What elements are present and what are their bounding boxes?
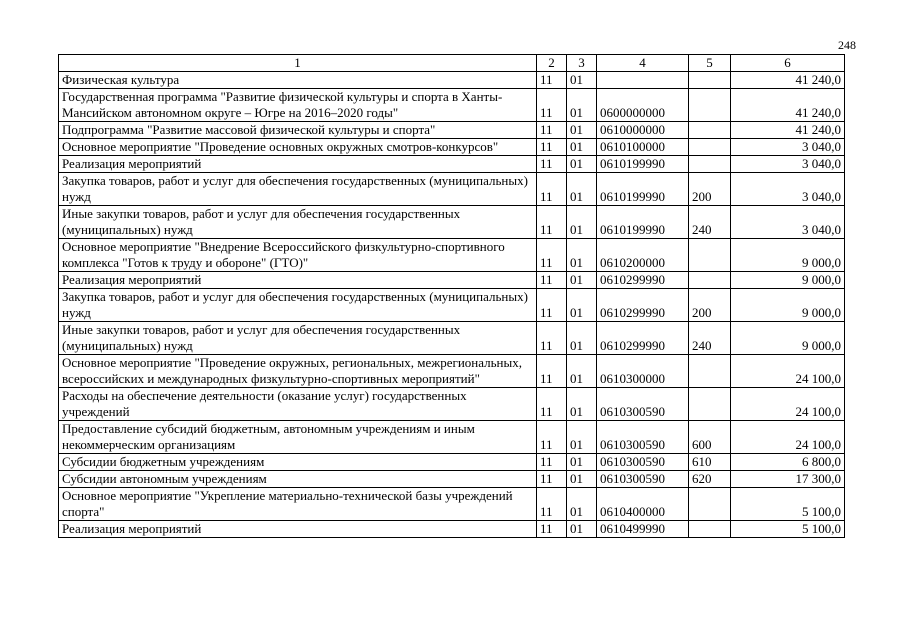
cell-subsection: 01 <box>567 272 597 289</box>
cell-expense-type <box>689 355 731 388</box>
table-row <box>59 122 845 139</box>
cell-subsection: 01 <box>567 173 597 206</box>
cell-section: 11 <box>537 488 567 521</box>
cell-name: Иные закупки товаров, работ и услуг для обеспечения государственных (муниципальных) нужд <box>59 206 537 239</box>
cell-amount: 5 100,0 <box>731 521 845 538</box>
cell-section: 11 <box>537 322 567 355</box>
cell-amount: 3 040,0 <box>731 139 845 156</box>
cell-section: 11 <box>537 156 567 173</box>
table-row <box>59 289 845 322</box>
table-row <box>59 521 845 538</box>
cell-name: Предоставление субсидий бюджетным, автономным учреждениям и иным некоммерческим организациям <box>59 421 537 454</box>
cell-name: Иные закупки товаров, работ и услуг для обеспечения государственных (муниципальных) нужд <box>59 322 537 355</box>
cell-subsection: 01 <box>567 206 597 239</box>
cell-target-code: 0610199990 <box>597 206 689 239</box>
cell-target-code: 0610300000 <box>597 355 689 388</box>
cell-name: Основное мероприятие "Проведение основных окружных смотров-конкурсов" <box>59 139 537 156</box>
cell-expense-type <box>689 388 731 421</box>
cell-subsection: 01 <box>567 156 597 173</box>
cell-subsection: 01 <box>567 421 597 454</box>
cell-expense-type: 600 <box>689 421 731 454</box>
cell-section: 11 <box>537 89 567 122</box>
cell-expense-type <box>689 122 731 139</box>
cell-target-code: 0610100000 <box>597 139 689 156</box>
cell-name: Подпрограмма "Развитие массовой физической культуры и спорта" <box>59 122 537 139</box>
cell-amount: 3 040,0 <box>731 206 845 239</box>
cell-expense-type <box>689 272 731 289</box>
table-row <box>59 239 845 272</box>
cell-amount: 9 000,0 <box>731 289 845 322</box>
cell-section: 11 <box>537 471 567 488</box>
cell-section: 11 <box>537 388 567 421</box>
cell-section: 11 <box>537 421 567 454</box>
cell-expense-type: 240 <box>689 322 731 355</box>
cell-amount: 9 000,0 <box>731 322 845 355</box>
cell-expense-type: 610 <box>689 454 731 471</box>
cell-amount: 5 100,0 <box>731 488 845 521</box>
cell-section: 11 <box>537 454 567 471</box>
cell-subsection: 01 <box>567 471 597 488</box>
cell-name: Основное мероприятие "Внедрение Всероссийского физкультурно-спортивного комплекса "Готов к труду и обороне" (ГТО)" <box>59 239 537 272</box>
table-row <box>59 471 845 488</box>
col-header-expense-type: 5 <box>689 55 731 72</box>
cell-section: 11 <box>537 521 567 538</box>
cell-subsection: 01 <box>567 89 597 122</box>
cell-target-code: 0610299990 <box>597 272 689 289</box>
cell-expense-type <box>689 139 731 156</box>
cell-amount: 41 240,0 <box>731 72 845 89</box>
cell-amount: 24 100,0 <box>731 388 845 421</box>
cell-expense-type <box>689 488 731 521</box>
col-header-section: 2 <box>537 55 567 72</box>
cell-amount: 24 100,0 <box>731 421 845 454</box>
table-row <box>59 272 845 289</box>
cell-subsection: 01 <box>567 521 597 538</box>
cell-subsection: 01 <box>567 488 597 521</box>
table-row <box>59 89 845 122</box>
cell-amount: 3 040,0 <box>731 156 845 173</box>
table-row <box>59 488 845 521</box>
cell-expense-type: 200 <box>689 173 731 206</box>
cell-target-code: 0600000000 <box>597 89 689 122</box>
cell-section: 11 <box>537 239 567 272</box>
cell-name: Расходы на обеспечение деятельности (оказание услуг) государственных учреждений <box>59 388 537 421</box>
cell-target-code <box>597 72 689 89</box>
cell-amount: 9 000,0 <box>731 272 845 289</box>
cell-name: Реализация мероприятий <box>59 272 537 289</box>
cell-section: 11 <box>537 122 567 139</box>
table-row <box>59 454 845 471</box>
cell-name: Субсидии бюджетным учреждениям <box>59 454 537 471</box>
table-row <box>59 322 845 355</box>
cell-target-code: 0610200000 <box>597 239 689 272</box>
cell-expense-type <box>689 521 731 538</box>
cell-amount: 41 240,0 <box>731 122 845 139</box>
cell-name: Физическая культура <box>59 72 537 89</box>
cell-name: Закупка товаров, работ и услуг для обеспечения государственных (муниципальных) нужд <box>59 173 537 206</box>
table-row <box>59 139 845 156</box>
cell-section: 11 <box>537 355 567 388</box>
cell-expense-type: 620 <box>689 471 731 488</box>
cell-name: Субсидии автономным учреждениям <box>59 471 537 488</box>
cell-amount: 3 040,0 <box>731 173 845 206</box>
table-row <box>59 173 845 206</box>
cell-target-code: 0610000000 <box>597 122 689 139</box>
cell-subsection: 01 <box>567 322 597 355</box>
cell-name: Реализация мероприятий <box>59 521 537 538</box>
cell-name: Закупка товаров, работ и услуг для обеспечения государственных (муниципальных) нужд <box>59 289 537 322</box>
cell-target-code: 0610199990 <box>597 173 689 206</box>
table-row <box>59 421 845 454</box>
cell-target-code: 0610300590 <box>597 388 689 421</box>
cell-section: 11 <box>537 206 567 239</box>
cell-amount: 17 300,0 <box>731 471 845 488</box>
cell-expense-type: 200 <box>689 289 731 322</box>
cell-expense-type <box>689 156 731 173</box>
cell-section: 11 <box>537 72 567 89</box>
cell-amount: 24 100,0 <box>731 355 845 388</box>
cell-amount: 41 240,0 <box>731 89 845 122</box>
col-header-amount: 6 <box>731 55 845 72</box>
cell-target-code: 0610300590 <box>597 471 689 488</box>
col-header-name: 1 <box>59 55 537 72</box>
budget-table <box>58 54 845 538</box>
cell-expense-type <box>689 239 731 272</box>
cell-name: Основное мероприятие "Проведение окружных, региональных, межрегиональных, всероссийских и международных физкультурно-спортивных мероприятий" <box>59 355 537 388</box>
table-row <box>59 388 845 421</box>
cell-subsection: 01 <box>567 72 597 89</box>
cell-expense-type <box>689 72 731 89</box>
cell-subsection: 01 <box>567 239 597 272</box>
cell-target-code: 0610199990 <box>597 156 689 173</box>
cell-target-code: 0610299990 <box>597 322 689 355</box>
cell-target-code: 0610499990 <box>597 521 689 538</box>
cell-target-code: 0610400000 <box>597 488 689 521</box>
header-row <box>59 55 845 72</box>
table-row <box>59 72 845 89</box>
table-body <box>59 72 845 538</box>
cell-subsection: 01 <box>567 289 597 322</box>
cell-section: 11 <box>537 272 567 289</box>
cell-subsection: 01 <box>567 388 597 421</box>
cell-subsection: 01 <box>567 139 597 156</box>
cell-target-code: 0610300590 <box>597 421 689 454</box>
cell-amount: 9 000,0 <box>731 239 845 272</box>
table-row <box>59 206 845 239</box>
table-row <box>59 355 845 388</box>
cell-name: Реализация мероприятий <box>59 156 537 173</box>
page-number: 248 <box>838 38 856 52</box>
cell-section: 11 <box>537 139 567 156</box>
cell-target-code: 0610300590 <box>597 454 689 471</box>
table-row <box>59 156 845 173</box>
cell-expense-type: 240 <box>689 206 731 239</box>
cell-amount: 6 800,0 <box>731 454 845 471</box>
cell-subsection: 01 <box>567 122 597 139</box>
cell-expense-type <box>689 89 731 122</box>
cell-section: 11 <box>537 289 567 322</box>
cell-name: Государственная программа "Развитие физической культуры и спорта в Ханты-Мансийском автономном округе – Югре на 2016–2020 годы" <box>59 89 537 122</box>
cell-subsection: 01 <box>567 454 597 471</box>
cell-section: 11 <box>537 173 567 206</box>
col-header-subsection: 3 <box>567 55 597 72</box>
cell-name: Основное мероприятие "Укрепление материально-технической базы учреждений спорта" <box>59 488 537 521</box>
col-header-target-code: 4 <box>597 55 689 72</box>
cell-subsection: 01 <box>567 355 597 388</box>
cell-target-code: 0610299990 <box>597 289 689 322</box>
